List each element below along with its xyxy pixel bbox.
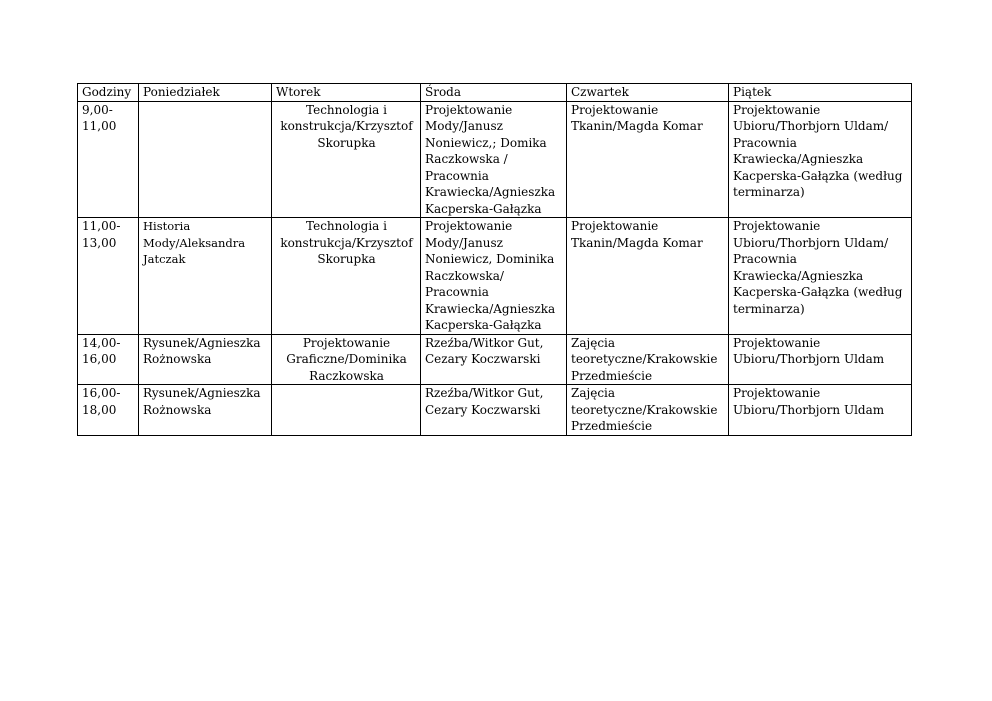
header-cell-hours: Godziny: [78, 84, 139, 102]
monday-cell: [139, 101, 272, 218]
wednesday-cell: Rzeźba/Witkor Gut, Cezary Koczwarski: [421, 334, 567, 385]
time-cell: 9,00- 11,00: [78, 101, 139, 218]
table-row: [78, 101, 912, 218]
tuesday-cell: Technologia i konstrukcja/Krzysztof Skorupka: [272, 218, 421, 335]
header-cell-wednesday: Środa: [421, 84, 567, 102]
monday-cell: Rysunek/Agnieszka Rożnowska: [139, 385, 272, 436]
wednesday-cell: Projektowanie Mody/Janusz Noniewicz, Dominika Raczkowska/ Pracownia Krawiecka/Agnieszka Kacperska-Gałązka: [421, 218, 567, 335]
thursday-cell: Zajęcia teoretyczne/Krakowskie Przedmieście: [567, 334, 729, 385]
header-row: [78, 84, 912, 102]
table-row: [78, 218, 912, 335]
schedule-table: [77, 83, 912, 436]
thursday-cell: Zajęcia teoretyczne/Krakowskie Przedmieście: [567, 385, 729, 436]
time-cell: 11,00- 13,00: [78, 218, 139, 335]
header-cell-monday: Poniedziałek: [139, 84, 272, 102]
wednesday-cell: Projektowanie Mody/Janusz Noniewicz,; Domika Raczkowska / Pracownia Krawiecka/Agnieszka Kacperska-Gałązka: [421, 101, 567, 218]
time-cell: 16,00- 18,00: [78, 385, 139, 436]
table-row: [78, 334, 912, 385]
tuesday-cell: Projektowanie Graficzne/Dominika Raczkowska: [272, 334, 421, 385]
thursday-cell: Projektowanie Tkanin/Magda Komar: [567, 101, 729, 218]
time-cell: 14,00- 16,00: [78, 334, 139, 385]
table-row: [78, 385, 912, 436]
header-cell-thursday: Czwartek: [567, 84, 729, 102]
monday-cell: Historia Mody/Aleksandra Jatczak: [139, 218, 272, 335]
friday-cell: Projektowanie Ubioru/Thorbjorn Uldam: [729, 385, 912, 436]
friday-cell: Projektowanie Ubioru/Thorbjorn Uldam: [729, 334, 912, 385]
tuesday-cell: Technologia i konstrukcja/Krzysztof Skorupka: [272, 101, 421, 218]
friday-cell: Projektowanie Ubioru/Thorbjorn Uldam/ Pracownia Krawiecka/Agnieszka Kacperska-Gałązka (według terminarza): [729, 218, 912, 335]
header-cell-friday: Piątek: [729, 84, 912, 102]
friday-cell: Projektowanie Ubioru/Thorbjorn Uldam/ Pracownia Krawiecka/Agnieszka Kacperska-Gałązka (według terminarza): [729, 101, 912, 218]
monday-cell: Rysunek/Agnieszka Rożnowska: [139, 334, 272, 385]
wednesday-cell: Rzeźba/Witkor Gut, Cezary Koczwarski: [421, 385, 567, 436]
thursday-cell: Projektowanie Tkanin/Magda Komar: [567, 218, 729, 335]
header-cell-tuesday: Wtorek: [272, 84, 421, 102]
tuesday-cell: [272, 385, 421, 436]
